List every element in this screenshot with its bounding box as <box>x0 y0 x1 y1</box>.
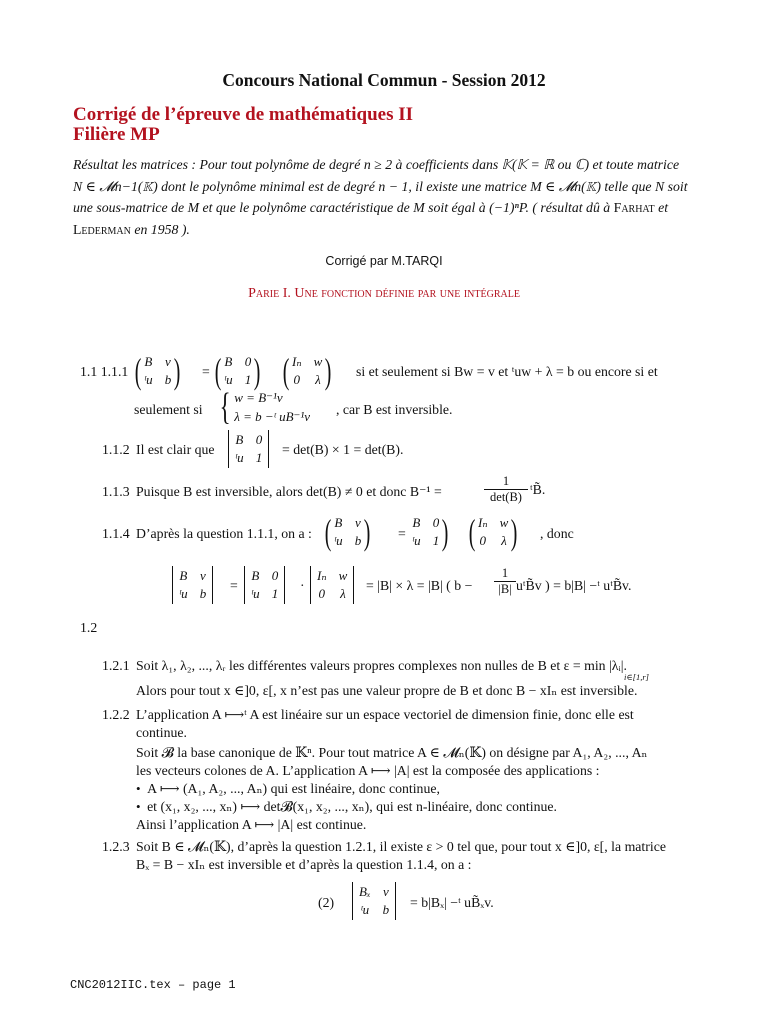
q111-end: , car B est inversible. <box>336 402 453 417</box>
question-number-1-1-2: 1.1.2 <box>102 442 130 457</box>
determinant-B-0-tu-1: B 0 ᵗu 1 <box>222 430 275 468</box>
q123-line-2: Bₓ = B − xIₙ est inversible et d’après la question 1.1.4, on a : <box>136 857 472 872</box>
matrix-In-w-0-lambda-2: ( Iₙ w 0 λ ) <box>468 512 518 552</box>
question-number-1-1-4: 1.1.4 <box>102 526 130 541</box>
abstract-line-3: une sous-matrice de M et que le polynôme caractéristique de M soit égal à (−1)ⁿP. ( résultat dû à Farhat et <box>73 200 669 215</box>
q122-bullet-1: • A ⟼ (A₁, A₂, ..., Aₙ) qui est linéaire, donc continue, <box>136 781 440 796</box>
author-name-lederman: Lederman <box>73 221 131 237</box>
matrix-B-0-tu-1-2: B 0 ᵗu 1 ) <box>412 512 449 552</box>
matrix-In-w-0-lambda: ( Iₙ w 0 λ ) <box>282 351 332 391</box>
q122-line-5: Ainsi l’application A ⟼ |A| est continue. <box>136 817 367 832</box>
q123-line-1: Soit B ∈ 𝓜ₙ(𝕂), d’après la question 1.2.1, il existe ε > 0 tel que, pour tout x ∈]0, ε[, la matrice <box>136 839 666 854</box>
question-number-1-2-2: 1.2.2 <box>102 707 130 722</box>
question-number-1-2-1: 1.2.1 <box>102 658 130 673</box>
q122-line-2: continue. <box>136 725 187 740</box>
section-title: Corrigé de l’épreuve de mathématiques II <box>73 104 414 125</box>
q112-text: Il est clair que <box>136 442 215 457</box>
page-footer: CNC2012IIC.tex – page 1 <box>70 978 236 992</box>
section-subtitle: Filière MP <box>73 124 160 145</box>
matrix-B-0-tu-1: ( B 0 ᵗu 1 ) <box>214 351 261 391</box>
q121-subscript: i∈[1,r] <box>624 672 649 682</box>
equation-number-2: (2) <box>318 895 335 910</box>
q122-line-1: L’application A ⟼ᵗ A est linéaire sur un espace vectoriel de dimension finie, donc elle est <box>136 707 634 722</box>
matrix-B-v-tu-b-2: ( B v ᵗu b ) <box>324 512 371 552</box>
question-number-1-2: 1.2 <box>80 620 98 635</box>
abstract-line-2: N ∈ 𝓜n−1(𝕂) dont le polynôme minimal est de degré n − 1, il existe une matrice M ∈ 𝓜n(𝕂) telle que N soit <box>73 178 688 194</box>
q111-text: si et seulement si Bw = v et ᵗuw + λ = b ou encore si et <box>356 364 658 379</box>
equals-sign: = <box>230 578 238 593</box>
part-heading: Parie I. Une fonction définie par une intégrale <box>248 286 520 301</box>
q113-end: ᵗB̃. <box>530 482 546 497</box>
abstract-line-4: Lederman en 1958 ). <box>73 221 190 237</box>
matrix-B-v-tu-b: ( B v ᵗu b ) <box>134 351 181 391</box>
determinant-Bx-v-tu-b: Bₓ v ᵗu b <box>346 882 402 920</box>
equals-sign: = <box>202 364 210 379</box>
determinant-B-v-tu-b: B v ᵗu b <box>166 566 219 604</box>
fraction-1-absB: 1 |B| <box>494 566 516 597</box>
equation-system: { w = B⁻¹v λ = b −ᵗ uB⁻¹v <box>219 386 311 428</box>
q114-equation: = |B| × λ = |B| ( b − <box>366 578 473 593</box>
equals-sign: = <box>398 526 406 541</box>
abstract-line-1: Résultat les matrices : Pour tout polynôme de degré n ≥ 2 à coefficients dans 𝕂(𝕂 = ℝ ou ℂ) et toute matrice <box>73 157 680 172</box>
q123-equation: = b|Bₓ| −ᵗ uB̃ₓv. <box>410 895 494 910</box>
question-number-1-2-3: 1.2.3 <box>102 839 130 854</box>
q112-end: = det(B) × 1 = det(B). <box>282 442 404 457</box>
q114-end: , donc <box>540 526 574 541</box>
q113-text: Puisque B est inversible, alors det(B) ≠ 0 et donc B⁻¹ = <box>136 484 442 499</box>
q122-line-3: Soit 𝓑 la base canonique de 𝕂ⁿ. Pour tout matrice A ∈ 𝓜ₙ(𝕂) on désigne par A₁, A₂, ..., Aₙ <box>136 745 648 760</box>
corrector-credit: Corrigé par M.TARQI <box>325 254 443 268</box>
abstract <box>73 154 698 240</box>
q114-text: D’après la question 1.1.1, on a : <box>136 526 312 541</box>
q122-line-4: les vecteurs colones de A. L’application A ⟼ |A| est la composée des applications : <box>136 763 600 778</box>
page-title: Concours National Commun - Session 2012 <box>222 70 546 90</box>
q121-line-2: Alors pour tout x ∈]0, ε[, x n’est pas une valeur propre de B et donc B − xIₙ est inversible. <box>136 683 638 698</box>
fraction-1-detB: 1 det(B) <box>484 474 528 505</box>
question-number-1-1-3: 1.1.3 <box>102 484 130 499</box>
q111-continuation: seulement si <box>134 402 203 417</box>
author-name-farhat: Farhat <box>613 200 655 215</box>
q114-equation-end: uᵗB̃v ) = b|B| −ᵗ uᵗB̃v. <box>516 578 632 593</box>
q121-text: Soit λ₁, λ₂, ..., λᵣ les différentes valeurs propres complexes non nulles de B et ε = min |λᵢ|. <box>136 658 627 673</box>
determinant-B-0-tu-1-2: B 0 ᵗu 1 <box>238 566 291 604</box>
dot-operator: · <box>300 578 305 593</box>
q122-bullet-2: • et (x₁, x₂, ..., xₙ) ⟼ det𝓑(x₁, x₂, ..., xₙ), qui est n-linéaire, donc continue. <box>136 799 557 814</box>
question-number-1-1-1: 1.1 1.1.1 <box>80 364 129 379</box>
determinant-In-w-0-lambda: Iₙ w 0 λ <box>304 566 360 604</box>
